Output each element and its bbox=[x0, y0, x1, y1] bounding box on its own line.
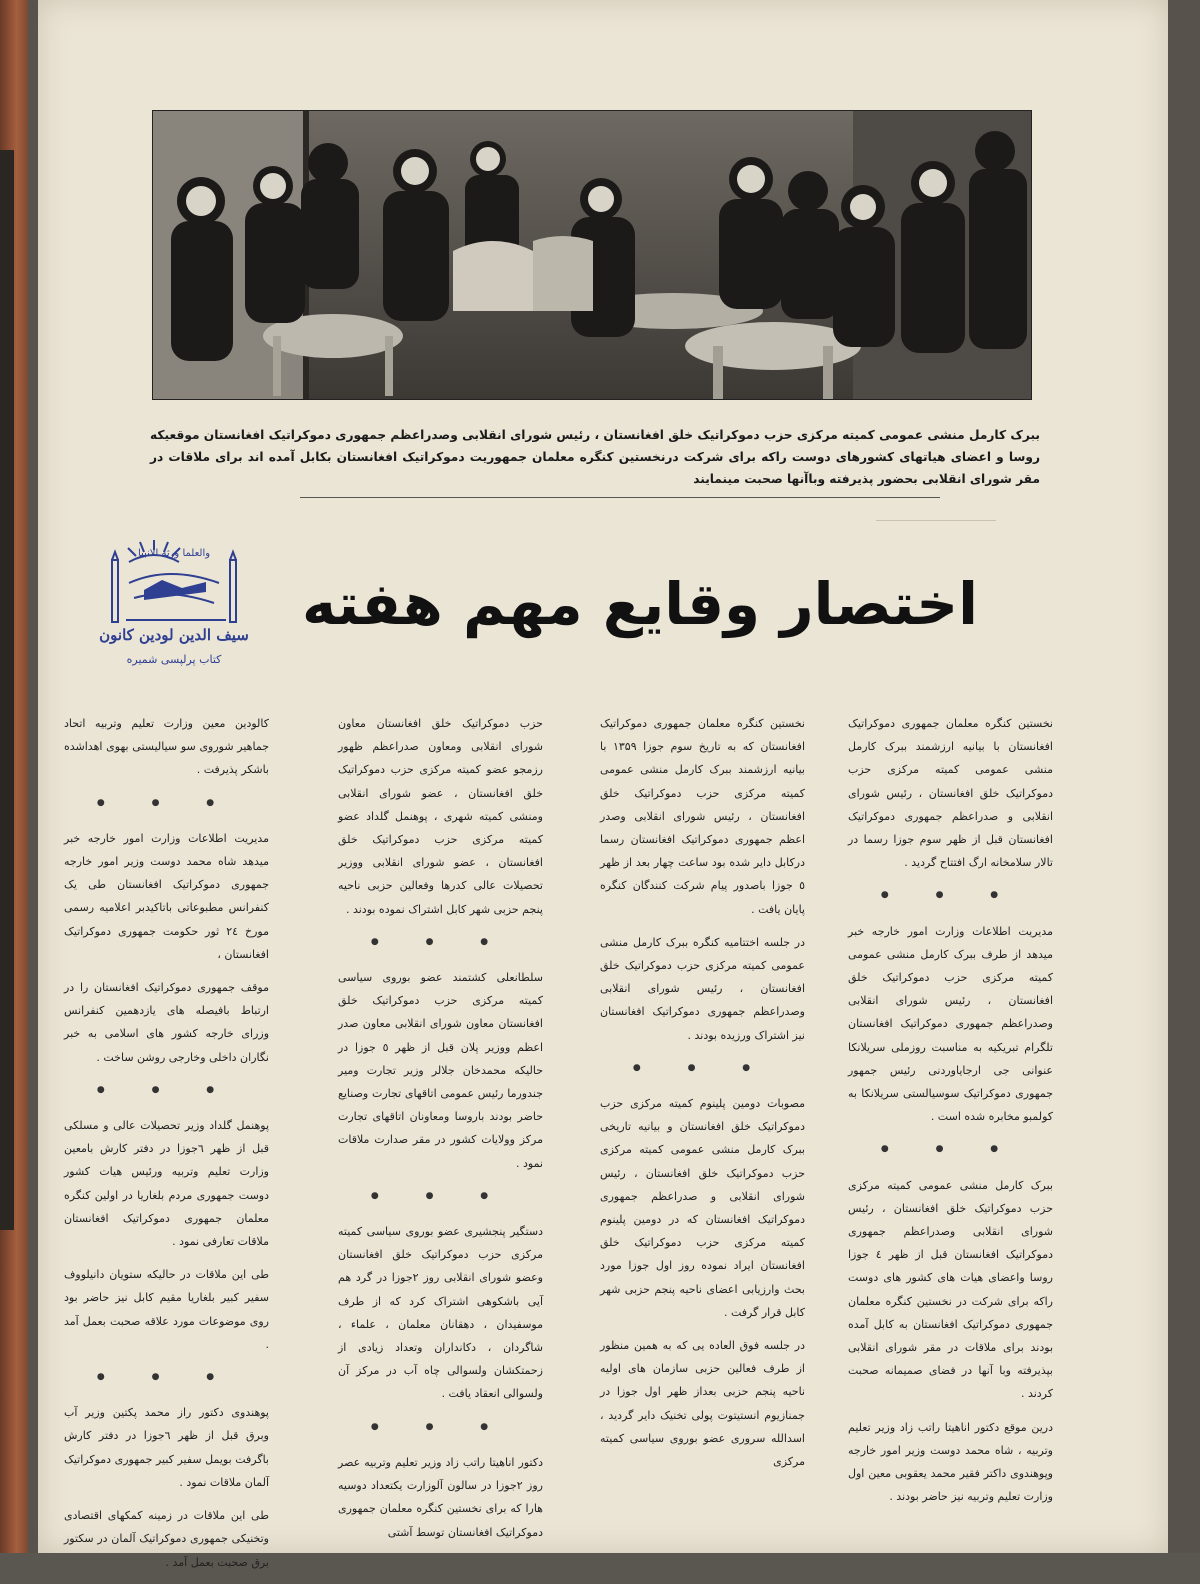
section-separator: ● ● ● bbox=[96, 1084, 237, 1095]
column-paragraph: طی این ملاقات در حالیکه ستویان دانیلووف سفیر کبیر بلغاریا مقیم کابل نیز حاضر بود روی موضوعات مورد علاقه صحبت بعمل آمد . bbox=[64, 1268, 269, 1351]
caption-divider bbox=[300, 497, 940, 498]
column-paragraph: دکتور اناهیتا راتب زاد وزیر تعلیم وتربیه عصر روز ٢جوزا در سالون آلوزارت یکتعداد دوسیه هارا که برای نخستین کنگره معلمان جمهوری دموکراتیک افغانستان توسط آشتی bbox=[338, 1455, 543, 1539]
column-paragraph: ببرک کارمل منشی عمومی کمیته مرکزی حزب دموکراتیک خلق افغانستان ، رئیس شورای انقلابی وصدراعظم جمهوری دموکراتیک افغانستان قبل از ظهر ٤ جوزا روسا واعضای هیات های کشور های دوست راکه برای شرکت در نخستین کنگره معلمان جمهوری دموکراتیک افغانستان به کابل آمده بودند برای ملاقات در مقر شورای انقلابی بپذیرفته وبا آنها در فضای صمیمانه صحبت کردند . bbox=[848, 1178, 1053, 1401]
section-separator: ● ● ● bbox=[96, 1372, 237, 1383]
column-paragraph: درین موقع دکتور اناهیتا راتب زاد وزیر تعلیم وتربیه ، شاه محمد دوست وزیر امور خارجه وپوهندوی داکتر فقیر محمد یعقوبی معین اول وزارت تعلیم وتربیه نیز حاضر بودند . bbox=[848, 1420, 1053, 1504]
column-paragraph: کالودین معین وزارت تعلیم وتربیه اتحاد جماهیر شوروی سو سیالیستی بهوی اهداشده باشکر پذیرفت . bbox=[64, 717, 269, 777]
column-paragraph: مدیریت اطلاعات وزارت امور خارجه خبر میدهد از طرف ببرک کارمل منشی عمومی کمیته مرکزی حزب دموکراتیک خلق افغانستان ، رئیس شورای انقلابی وصدراعظم جمهوری دموکراتیک افغانستان تلگرام تبریکیه به مناسبت روزملی سریلانکا عنوانی جی ارجایاوردنی رئیس جمهور جمهوری دموکراتیک سوسیالستی سریلانکا به کولمبو مخابره شده است . bbox=[848, 924, 1053, 1124]
stamp-subtitle: کتاب پرلپسی شمیره bbox=[126, 653, 222, 666]
meeting-photo-image bbox=[153, 111, 1031, 399]
meeting-photo bbox=[152, 110, 1032, 400]
adjacent-page-strip bbox=[0, 150, 14, 1230]
column-paragraph: موقف جمهوری دموکراتیک افغانستان را در ارتباط بافیصله های یازدهمین کنفرانس وزرای خارجه کشور های اسلامی به خبر نگاران داخلی وخارجی روشن ساخت . bbox=[64, 981, 269, 1064]
section-separator: ● ● ● bbox=[632, 1062, 773, 1073]
column-paragraph: نخستین کنگره معلمان جمهوری دموکراتیک افغانستان با بیانیه ارزشمند ببرک کارمل منشی عمومی کمیته مرکزی حزب دموکراتیک خلق افغانستان ، رئیس شورای انقلابی و صدراعظم جمهوری دموکراتیک افغانستان قبل از ظهر سوم جوزا رسما در تالار سلامخانه ارگ افتتاح گردید . bbox=[848, 717, 1053, 870]
text-column-4 bbox=[64, 712, 269, 1584]
column-paragraph: پوهنمل گلداد وزیر تحصیلات عالی و مسلکی قبل از ظهر ٦جوزا در دفتر کارش بامعین وزارت تعلیم وتربیه ورئیس هیات کشور دوست جمهوری مردم بلغاریا در اولین کنگره معلمان جمهوری دموکراتیک افغانستان ملاقات تعارفی نمود . bbox=[64, 1119, 269, 1249]
column-paragraph: مصوبات دومین پلینوم کمیته مرکزی حزب دموکراتیک خلق افغانستان و بیانیه تاریخی ببرک کارمل منشی عمومی کمیته مرکزی حزب دموکراتیک خلق افغانستان ، رئیس شورای انقلابی و صدراعظم جمهوری دموکراتیک افغانستان که در دومین پلینوم کمیته مرکزی حزب دموکراتیک خلق افغانستان ایراد نموده روز اول جوزا مورد بحث وارزیابی اعضای ناحیه پنجم حزبی شهر کابل قرار گرفت . bbox=[600, 1097, 805, 1319]
photo-caption: ببرک کارمل منشی عمومی کمیته مرکزی حزب دموکراتیک خلق افغانستان ، رئیس شورای انقلابی وصدراعظم جمهوری دموکراتیک افغانستان موقعیکه روسا و اعضای هیاتهای کشورهای دوست راکه برای شرکت درنخستین کنگره معلمان جمهوریت دموکراتیک افغانستان بکابل آمده اند برای ملاقات در مقر شورای انقلابی بحضور پذیرفته وباآنها صحبت مینمایند bbox=[150, 428, 1040, 486]
section-separator: ● ● ● bbox=[370, 936, 511, 947]
text-column-1 bbox=[848, 712, 1053, 1519]
column-paragraph: مدیریت اطلاعات وزارت امور خارجه خبر میدهد شاه محمد دوست وزیر امور خارجه جمهوری دموکراتیک افغانستان طی یک کنفرانس مطبوعاتی باتاکیدبر اعلامیه رسمی مورخ ٢٤ ثور حکومت جمهوری دموکراتیک افغانستان ، bbox=[64, 831, 269, 961]
column-paragraph: نخستین کنگره معلمان جمهوری دموکراتیک افغانستان که به تاریخ سوم جوزا ۱۳۵۹ با بیانیه ارزشمند ببرک کارمل منشی عمومی کمیته مرکزی حزب دموکراتیک خلق افغانستان ، رئیس شورای انقلابی وصدر اعظم جمهوری دموکراتیک افغانستان رسما درکابل دایر شده بود ساعت چهار بعد از ظهر ٥ جوزا باصدور پیام شرکت کنندگان کنگره پایان یافت . bbox=[600, 717, 805, 916]
text-column-3 bbox=[338, 712, 543, 1554]
column-paragraph: در جلسه فوق العاده یی که به همین منظور از طرف فعالین حزبی سازمان های اولیه ناحیه پنجم حزبی بعداز ظهر اول جوزا در جمنازیوم انستیتوت پولی تخنیک دایر گردید ، اسدالله سروری عضو بوروی سیاسی کمیته مرکزی bbox=[600, 1339, 805, 1469]
column-paragraph: در جلسه اختتامیه کنگره ببرک کارمل منشی عمومی کمیته مرکزی حزب دموکراتیک خلق افغانستان ، رئیس شورای انقلابی وصدراعظم جمهوری دموکراتیک افغانستان نیز اشتراک ورزیده بودند . bbox=[600, 935, 805, 1042]
page-headline: اختصار وقایع مهم هفته bbox=[302, 570, 978, 638]
column-paragraph: دستگیر پنجشیری عضو بوروی سیاسی کمیته مرکزی حزب دموکراتیک خلق افغانستان وعضو شورای انقلابی روز ٢جوزا در گرد هم آیی باشکوهی اشتراک کرد که از طرف موسفیدان ، دهقانان معلمان ، علماء ، شاگردان ، دکانداران وتعداد زیادی از زحمتکشان ولسوالی چاه آب در مرکز آن ولسوالی انعقاد یافت . bbox=[338, 1225, 543, 1401]
magazine-page bbox=[38, 0, 1168, 1569]
column-paragraph: سلطانعلی کشتمند عضو بوروی سیاسی کمیته مرکزی حزب دموکراتیک خلق افغانستان معاون شورای انقلابی معاون صدر اعظم ووزیر پلان قبل از ظهر ٥ جوزا در حالیکه محمدخان جلالر وزیر تجارت ومیر جندورما رئیس عمومی اتاقهای تجارت وصنایع حاضر بودند باروسا ومعاونان اتاقهای تجارت مرکز وولایات کشور در مقر صدارت ملاقات نمود . bbox=[338, 971, 543, 1170]
column-paragraph: طی این ملاقات در زمینه کمکهای اقتصادی وتخنیکی جمهوری دموکراتیک آلمان در سکتور برق صحبت بعمل آمد . bbox=[64, 1509, 269, 1569]
section-separator: ● ● ● bbox=[370, 1421, 511, 1432]
section-separator: ● ● ● bbox=[96, 797, 237, 808]
section-separator: ● ● ● bbox=[880, 890, 1021, 901]
faint-mark bbox=[876, 520, 996, 521]
stamp-name: سیف الدین لودین کانون bbox=[99, 626, 249, 644]
text-column-2 bbox=[600, 712, 805, 1483]
library-stamp bbox=[74, 538, 274, 678]
column-paragraph: پوهندوی دکتور راز محمد پکتین وزیر آب وبرق قبل از ظهر ٦جوزا در دفتر کارش باگرفت بویمل سفیر کبیر جمهوری دموکراتیک آلمان ملاقات نمود . bbox=[64, 1406, 269, 1489]
section-separator: ● ● ● bbox=[880, 1144, 1021, 1155]
stamp-motto: والعلما ورثة الانبیا bbox=[137, 548, 211, 559]
column-paragraph: حزب دموکراتیک خلق افغانستان معاون شورای انقلابی ومعاون صدراعظم ظهور رزمجو عضو کمیته مرکزی حزب دموکراتیک خلق افغانستان ، عضو شورای انقلابی ومنشی کمیته شهری ، پوهنمل گلداد عضو کمیته مرکزی حزب دموکراتیک خلق افغانستان ، عضو شورای انقلابی ووزیر تحصیلات عالی کدرها وفعالین حزبی ناحیه پنجم حزبی شهر کابل اشتراک نموده بودند . bbox=[338, 717, 543, 916]
section-separator: ● ● ● bbox=[370, 1190, 511, 1201]
